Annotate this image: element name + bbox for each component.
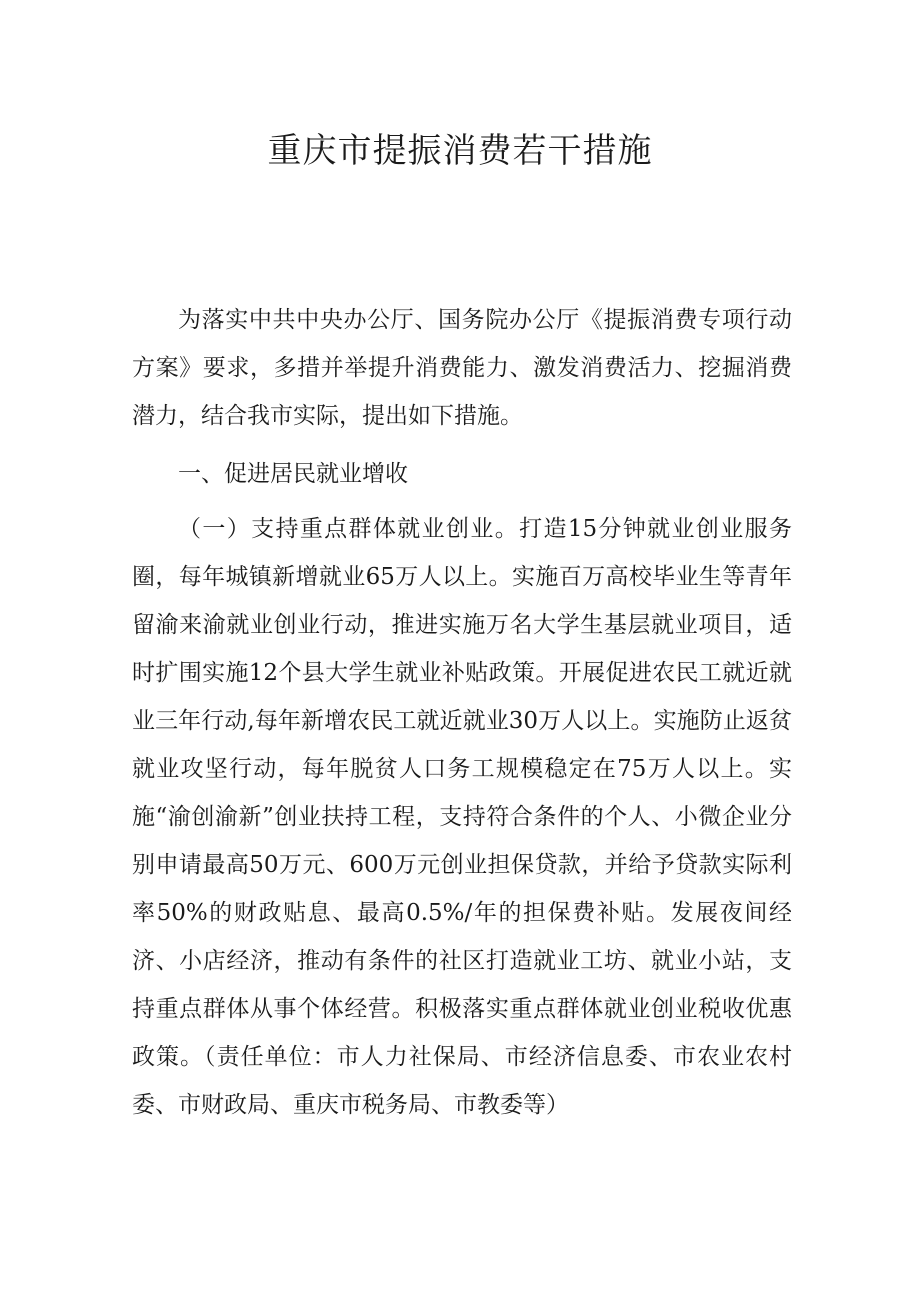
section-heading: 一、促进居民就业增收 [178, 461, 408, 487]
intro-paragraph: 为落实中共中央办公厅、国务院办公厅《提振消费专项行动方案》要求，多措并举提升消费能力、激发消费活力、挖掘消费潜力，结合我市实际，提出如下措施。 [132, 307, 792, 429]
section-item-paragraph: （一）支持重点群体就业创业。打造15分钟就业创业服务圈，每年城镇新增就业65万人以上。实施百万高校毕业生等青年留渝来渝就业创业行动，推进实施万名大学生基层就业项目，适时扩围实施12个县大学生就业补贴政策。开展促进农民工就近就业三年行动,每年新增农民工就近就业30万人以上。实施防止返贫就业攻坚行动，每年脱贫人口务工规模稳定在75万人以上。实施“渝创渝新”创业扶持工程，支持符合条件的个人、小微企业分别申请最高50万元、600万元创业担保贷款，并给予贷款实际利率50%的财政贴息、最高0.5%/年的担保费补贴。发展夜间经济、小店经济，推动有条件的社区打造就业工坊、就业小站，支持重点群体从事个体经营。积极落实重点群体就业创业税收优惠政策。（责任单位：市人力社保局、市经济信息委、市农业农村委、市财政局、重庆市税务局、市教委等） [132, 516, 792, 1118]
document-title: 重庆市提振消费若干措施 [267, 131, 653, 171]
